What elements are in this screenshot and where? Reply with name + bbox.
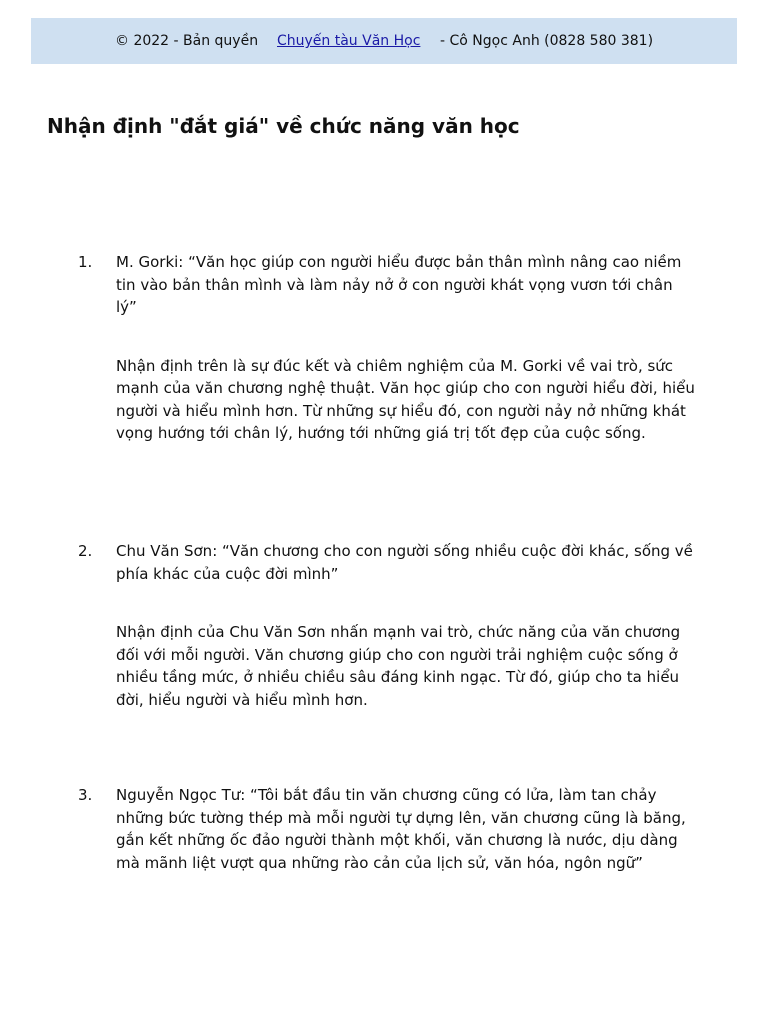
list-item-number: 3. [78,786,93,804]
page-title: Nhận định "đắt giá" về chức năng văn học [47,114,520,138]
copyright-banner [31,18,737,64]
list-item [78,784,698,910]
item-commentary: Nhận định của Chu Văn Sơn nhấn mạnh vai trò, chức năng của văn chương đối với mỗi người. Văn chương giúp cho con người trải nghiệm cuộc sống ở nhiều tầng mức, ở nhiều chiều sâu đáng kinh ngạc. Từ đó, giúp cho ta hiểu đời, hiểu người và hiểu mình hơn. [116,623,681,709]
item-quote: M. Gorki: “Văn học giúp con người hiểu được bản thân mình nâng cao niềm tin vào bản thân mình và làm nảy nở ở con người khát vọng vươn tới chân lý” [116,253,682,316]
list-item [78,540,698,711]
item-quote: Chu Văn Sơn: “Văn chương cho con người sống nhiều cuộc đời khác, sống về phía khác của cuộc đời mình” [116,542,693,583]
copyright-text: © 2022 - Bản quyền [115,33,259,49]
item-quote: Nguyễn Ngọc Tư: “Tôi bắt đầu tin văn chương cũng có lửa, làm tan chảy những bức tường thép mà mỗi người tự dựng lên, văn chương cũng là băng, gắn kết những ốc đảo người thành một khối, văn chương là nước, dịu dàng mà mãnh liệt vượt qua những rào cản của lịch sử, văn hóa, ngôn ngữ” [116,786,686,872]
site-link[interactable]: Chuyến tàu Văn Học [277,33,421,49]
item-commentary: Nhận định trên là sự đúc kết và chiêm nghiệm của M. Gorki về vai trò, sức mạnh của văn chương nghệ thuật. Văn học giúp cho con người hiểu đời, hiểu người và hiểu mình hơn. Từ những sự hiểu đó, con người nảy nở những khát vọng hướng tới chân lý, hướng tới những giá trị tốt đẹp của cuộc sống. [116,356,695,442]
author-contact: - Cô Ngọc Anh (0828 580 381) [440,33,654,49]
list-item [78,251,698,445]
list-item-number: 2. [78,542,93,560]
list-item-number: 1. [78,253,93,271]
